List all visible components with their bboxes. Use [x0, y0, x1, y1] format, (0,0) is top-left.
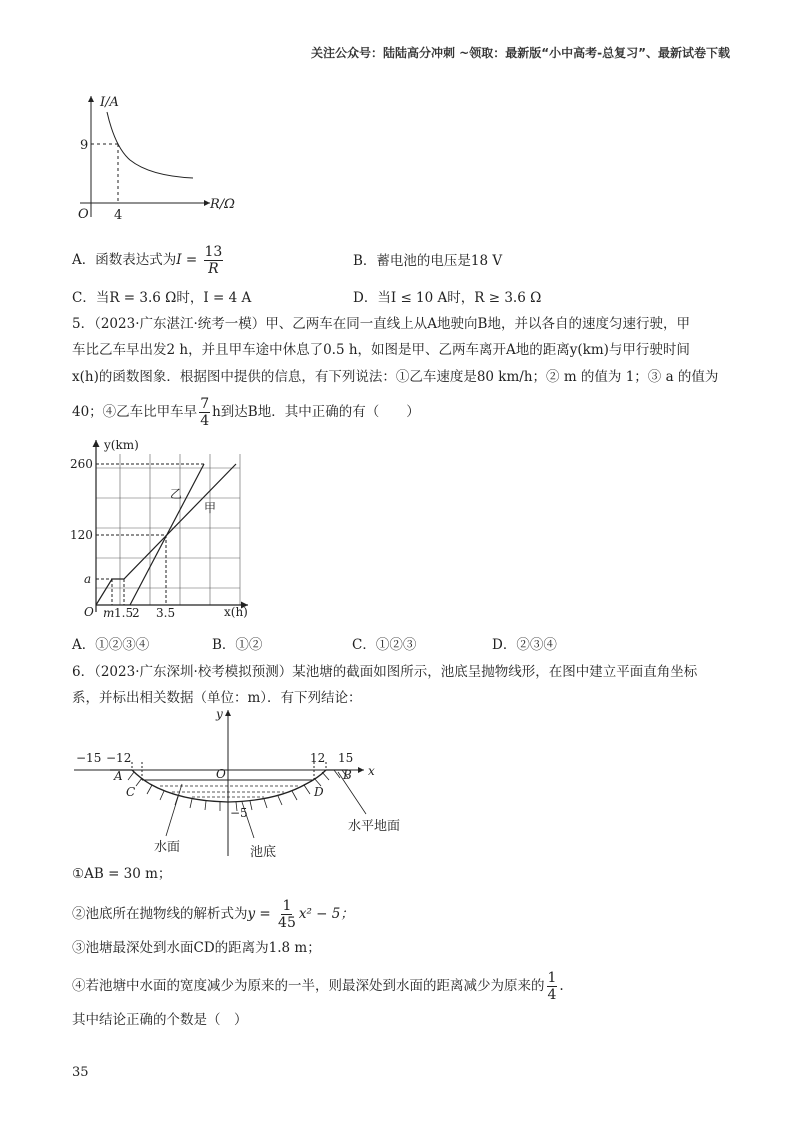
- label-jia: 甲: [204, 501, 217, 515]
- q5-line2: 车比乙车早出发2 h，并且甲车途中休息了0.5 h，如图是甲、乙两车离开A地的距离y(km)与甲行驶时间: [72, 342, 690, 358]
- option-a: A．函数表达式为I = $\frac{13}{R}$: [72, 244, 223, 277]
- option-a-fraction: $\frac{13}{R}$: [204, 244, 223, 277]
- point-a: A: [114, 769, 123, 783]
- q5-fraction: $\frac{7}{4}$: [200, 396, 210, 429]
- y-label: y: [216, 707, 223, 721]
- origin-label: O: [78, 207, 89, 222]
- q5-option-d: D．②③④: [492, 637, 557, 653]
- x-tick-2: 2: [132, 606, 140, 620]
- label-yi: 乙: [170, 487, 183, 501]
- option-c: C．当R = 3.6 Ω时，I = 4 A: [72, 290, 252, 306]
- x-axis-label: x(h): [224, 605, 248, 619]
- option-a-prefix: A．函数表达式为: [72, 252, 177, 268]
- hyperbola-curve: [107, 112, 193, 178]
- y-tick-a: a: [84, 572, 92, 586]
- statement-1: ①AB = 30 m；: [72, 866, 172, 882]
- q5-option-a: A．①②③④: [72, 637, 150, 653]
- label-water: 水面: [154, 840, 181, 855]
- x-tick-1.5: 1.5: [114, 606, 134, 620]
- q5-option-c: C．①②③: [352, 637, 417, 653]
- page-header: 关注公众号：陆陆高分冲刺 ~领取：最新版“小中高考-总复习”、最新试卷下载: [311, 46, 730, 60]
- x-tick-4: 4: [114, 208, 123, 223]
- point-b: B: [343, 768, 352, 782]
- q5-line3: x(h)的函数图象．根据图中提供的信息，有下列说法：①乙车速度是80 km/h；② m 的值为 1；③ a 的值为: [72, 369, 719, 385]
- y-axis-label: I/A: [100, 95, 119, 110]
- q5-line4: 40；④乙车比甲车早 $\frac{7}{4}$ h到达B地．其中正确的有（ ）: [72, 396, 420, 429]
- graph-pond: [70, 706, 430, 862]
- q5-option-b: B．①②: [212, 637, 263, 653]
- page-number: 35: [72, 1065, 89, 1080]
- tick-15: 15: [338, 751, 354, 765]
- tick-neg12: −12: [106, 751, 132, 765]
- statement-4-fraction: $\frac{1}{4}$: [547, 970, 557, 1003]
- statement-4: ④若池塘中水面的宽度减少为原来的一半，则最深处到水面的距离减少为原来的 $\frac{1}{4}$ .: [72, 970, 564, 1003]
- label-bottom: 池底: [250, 845, 277, 860]
- point-d: D: [314, 785, 324, 799]
- x-tick-m: m: [103, 606, 115, 620]
- tick-neg15: −15: [76, 751, 102, 765]
- q6-line1: 6．（2023·广东深圳·校考模拟预测）某池塘的截面如图所示，池底呈抛物线形，在图中建立平面直角坐标: [72, 664, 698, 680]
- option-d: D．当I ≤ 10 A时，R ≥ 3.6 Ω: [353, 290, 542, 306]
- y-tick-9: 9: [80, 138, 89, 153]
- y-tick-260: 260: [70, 457, 93, 471]
- q5-line1: 5．（2023·广东湛江·统考一模）甲、乙两车在同一直线上从A地驶向B地，并以各自的速度匀速行驶，甲: [72, 316, 690, 332]
- x-axis-label: R/Ω: [210, 197, 235, 212]
- graph-distance-time: [70, 432, 260, 620]
- option-a-lhs: I: [176, 252, 182, 268]
- origin-label: O: [84, 605, 94, 619]
- statement-2: ②池底所在抛物线的解析式为y = $\frac{1}{45}$ x² − 5；: [72, 898, 354, 931]
- grid: [96, 454, 240, 605]
- statement-2-fraction: $\frac{1}{45}$: [278, 898, 296, 931]
- q6-question: 其中结论正确的个数是（ ）: [72, 1012, 248, 1028]
- x-tick-3.5: 3.5: [156, 606, 176, 620]
- tick-12: 12: [310, 751, 326, 765]
- option-b: B．蓄电池的电压是18 V: [353, 253, 503, 269]
- statement-3: ③池塘最深处到水面CD的距离为1.8 m；: [72, 940, 321, 956]
- point-c: C: [126, 785, 136, 799]
- graph-i-vs-r: [70, 92, 250, 224]
- q6-line2: 系，并标出相关数据（单位：m）．有下列结论：: [72, 690, 362, 706]
- y-axis-label: y(km): [104, 438, 139, 452]
- origin-label: O: [216, 767, 226, 781]
- label-ground: 水平地面: [348, 819, 401, 834]
- y-tick-120: 120: [70, 528, 93, 542]
- tick-neg5: −5: [230, 806, 248, 820]
- x-label: x: [368, 764, 375, 778]
